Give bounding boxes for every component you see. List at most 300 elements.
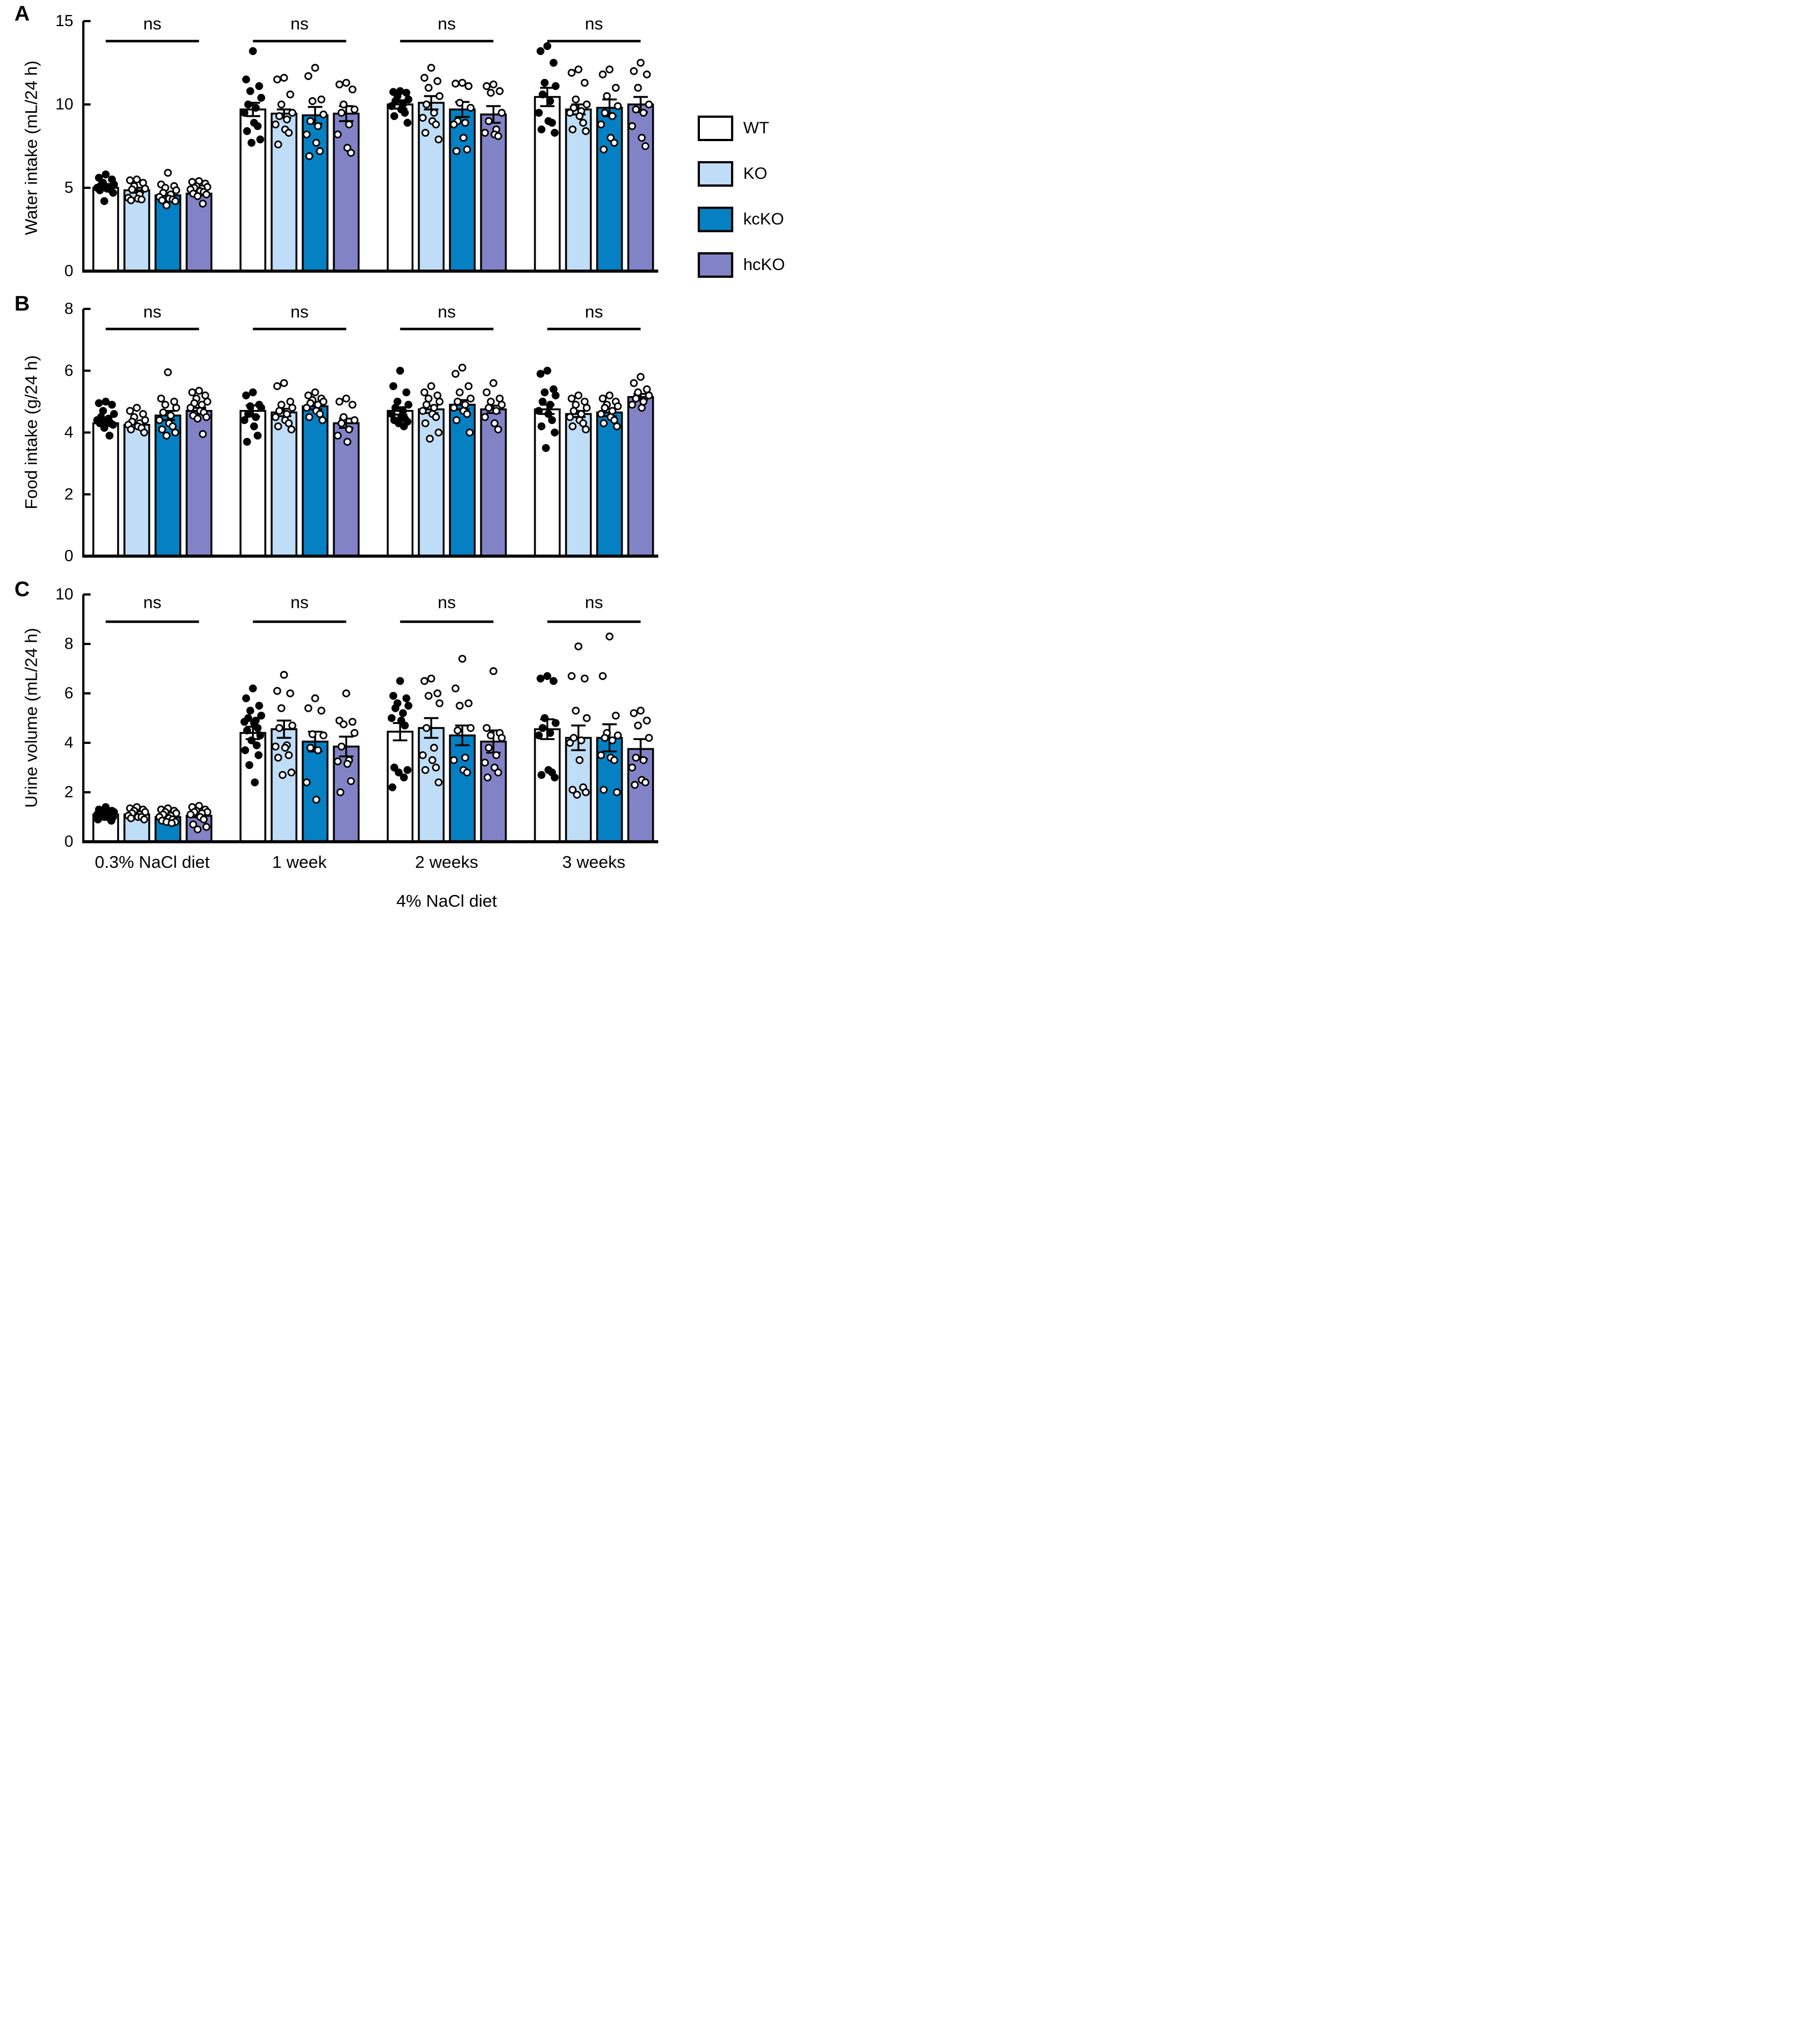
data-point-WT	[543, 445, 549, 451]
legend	[698, 116, 800, 298]
data-point-WT	[96, 400, 102, 406]
data-point-KO	[272, 121, 278, 127]
data-point-WT	[101, 198, 107, 204]
y-tick-label: 4	[64, 423, 73, 442]
bar-A-g0-hcKO	[187, 194, 212, 272]
data-point-WT	[550, 386, 557, 392]
data-point-WT	[403, 89, 409, 96]
legend-item-wt	[698, 116, 800, 141]
data-point-KO	[434, 392, 441, 398]
data-point-hcKO	[336, 398, 342, 404]
data-point-WT	[542, 79, 548, 86]
data-point-hcKO	[642, 779, 648, 786]
data-point-kcKO	[465, 700, 472, 706]
data-point-KO	[577, 757, 583, 763]
data-point-WT	[253, 742, 259, 748]
data-point-kcKO	[321, 732, 327, 738]
data-point-WT	[394, 398, 401, 404]
data-point-hcKO	[490, 668, 497, 674]
ns-label: ns	[290, 592, 309, 612]
data-point-KO	[436, 136, 442, 142]
legend-item-kcko	[698, 207, 800, 232]
ns-label: ns	[143, 14, 162, 33]
data-point-hcKO	[189, 389, 195, 395]
data-point-hcKO	[640, 757, 647, 763]
data-point-KO	[574, 792, 580, 798]
legend-swatch-wt	[698, 116, 733, 141]
data-point-KO	[569, 126, 575, 132]
data-point-hcKO	[334, 131, 341, 137]
data-point-WT	[253, 414, 259, 420]
data-point-hcKO	[485, 744, 492, 751]
data-point-KO	[436, 779, 442, 786]
data-point-KO	[582, 79, 588, 86]
data-point-kcKO	[602, 404, 608, 411]
data-point-hcKO	[642, 143, 648, 149]
data-point-hcKO	[483, 389, 489, 395]
data-point-WT	[535, 732, 542, 738]
data-point-hcKO	[352, 106, 358, 112]
data-point-WT	[258, 712, 264, 718]
bar-B-g2-hcKO	[481, 409, 506, 556]
data-point-kcKO	[163, 432, 169, 438]
data-point-hcKO	[337, 789, 343, 795]
panel-letter-c: C	[14, 578, 30, 601]
data-point-hcKO	[344, 438, 351, 444]
data-point-kcKO	[451, 404, 457, 411]
data-point-WT	[244, 128, 250, 134]
data-point-hcKO	[352, 417, 358, 423]
x-axis-subtitle: 4% NaCl diet	[396, 891, 497, 911]
bar-C-g1-kcKO	[303, 742, 328, 842]
data-point-hcKO	[629, 402, 635, 408]
data-point-hcKO	[499, 109, 505, 116]
data-point-KO	[431, 744, 437, 751]
data-point-WT	[242, 747, 248, 753]
data-point-kcKO	[614, 789, 620, 795]
data-point-hcKO	[349, 718, 356, 724]
data-point-hcKO	[196, 388, 202, 394]
bar-A-g2-kcKO	[450, 109, 475, 271]
data-point-KO	[570, 408, 577, 414]
data-point-KO	[419, 408, 426, 414]
data-point-hcKO	[630, 380, 637, 386]
data-point-kcKO	[604, 93, 610, 99]
data-point-KO	[419, 114, 426, 121]
data-point-KO	[278, 402, 284, 408]
y-tick-label: 5	[64, 179, 73, 197]
data-point-kcKO	[313, 139, 319, 146]
data-point-KO	[278, 101, 284, 107]
data-point-hcKO	[199, 431, 206, 437]
data-point-kcKO	[598, 752, 604, 758]
data-point-KO	[278, 705, 284, 711]
data-point-hcKO	[343, 396, 349, 402]
data-point-hcKO	[194, 193, 201, 199]
data-point-kcKO	[312, 695, 318, 701]
data-point-KO	[286, 129, 292, 136]
data-point-hcKO	[490, 81, 497, 87]
data-point-kcKO	[163, 202, 169, 208]
data-point-KO	[433, 414, 439, 420]
figure	[0, 0, 800, 944]
ns-label: ns	[290, 14, 309, 33]
data-point-hcKO	[640, 398, 647, 404]
x-category-label-0-3-nacl: 0.3% NaCl diet	[94, 852, 210, 872]
data-point-kcKO	[318, 707, 324, 713]
data-point-kcKO	[317, 148, 323, 154]
data-point-WT	[539, 91, 545, 97]
data-point-kcKO	[452, 81, 458, 87]
data-point-kcKO	[451, 757, 457, 763]
y-tick-label: 8	[64, 635, 73, 653]
data-point-KO	[580, 119, 586, 126]
data-point-WT	[535, 109, 542, 116]
data-point-KO	[573, 707, 579, 713]
bar-B-g1-kcKO	[303, 406, 328, 556]
data-point-WT	[108, 817, 114, 823]
ns-label: ns	[584, 302, 603, 322]
bar-A-g3-kcKO	[597, 108, 622, 271]
data-point-hcKO	[629, 123, 635, 129]
data-point-WT	[245, 101, 251, 107]
data-point-kcKO	[609, 737, 615, 743]
data-point-WT	[537, 48, 543, 54]
data-point-WT	[550, 678, 557, 684]
data-point-KO	[433, 764, 439, 771]
data-point-KO	[584, 101, 590, 107]
data-point-KO	[429, 757, 436, 763]
panel-water-intake	[0, 0, 800, 292]
y-tick-label: 0	[64, 547, 73, 565]
data-point-KO	[575, 392, 582, 398]
data-point-hcKO	[346, 121, 352, 127]
data-point-KO	[284, 411, 290, 417]
data-point-KO	[288, 769, 294, 776]
data-point-hcKO	[483, 83, 489, 89]
data-point-kcKO	[599, 396, 605, 402]
data-point-hcKO	[499, 734, 505, 741]
data-point-kcKO	[309, 731, 316, 737]
data-point-KO	[567, 739, 573, 746]
data-point-hcKO	[346, 426, 352, 432]
data-point-WT	[258, 94, 264, 101]
data-point-kcKO	[165, 169, 171, 176]
data-point-KO	[423, 101, 429, 107]
data-point-hcKO	[334, 432, 341, 438]
data-point-kcKO	[609, 408, 615, 414]
data-point-hcKO	[485, 118, 492, 124]
data-point-WT	[538, 772, 544, 778]
data-point-KO	[422, 129, 428, 136]
data-point-WT	[241, 718, 247, 724]
legend-swatch-ko	[698, 161, 733, 187]
data-point-WT	[538, 423, 544, 429]
data-point-kcKO	[459, 79, 465, 86]
data-point-hcKO	[633, 106, 639, 112]
data-point-kcKO	[452, 685, 458, 691]
data-point-WT	[553, 392, 559, 398]
data-point-kcKO	[600, 787, 607, 793]
data-point-WT	[549, 119, 555, 126]
data-point-WT	[254, 123, 261, 129]
x-category-label-2-weeks: 2 weeks	[415, 852, 478, 872]
data-point-WT	[253, 104, 259, 111]
data-point-KO	[134, 404, 140, 411]
data-point-KO	[276, 113, 282, 119]
y-tick-label: 10	[55, 96, 73, 113]
data-point-WT	[549, 417, 555, 423]
data-point-KO	[279, 772, 286, 778]
data-point-kcKO	[462, 119, 468, 126]
data-point-hcKO	[644, 71, 650, 77]
data-point-KO	[275, 754, 281, 761]
data-point-KO	[426, 693, 432, 699]
data-point-KO	[573, 96, 579, 102]
x-category-label-1-week: 1 week	[272, 852, 327, 872]
data-point-WT	[244, 727, 250, 733]
data-point-kcKO	[464, 146, 470, 152]
data-point-WT	[400, 408, 406, 414]
data-point-WT	[553, 720, 559, 726]
data-point-KO	[419, 752, 426, 758]
data-point-hcKO	[495, 769, 501, 776]
data-point-KO	[423, 402, 429, 408]
bar-B-g3-kcKO	[597, 412, 622, 556]
data-point-WT	[535, 408, 542, 414]
data-point-WT	[553, 83, 559, 89]
data-point-WT	[109, 402, 115, 408]
data-point-WT	[402, 722, 408, 728]
data-point-hcKO	[194, 416, 201, 422]
data-point-kcKO	[172, 429, 178, 436]
data-point-WT	[550, 59, 557, 66]
data-point-WT	[247, 403, 253, 409]
panel-letter-b: B	[14, 292, 30, 316]
data-point-KO	[281, 380, 287, 386]
data-point-hcKO	[194, 826, 201, 832]
data-point-KO	[272, 414, 278, 420]
data-point-WT	[388, 411, 394, 417]
data-point-KO	[568, 69, 574, 76]
y-tick-label: 6	[64, 684, 73, 702]
data-point-WT	[396, 769, 402, 776]
water-intake-chart	[0, 0, 689, 283]
data-point-kcKO	[454, 727, 460, 733]
data-point-hcKO	[341, 101, 347, 107]
data-point-hcKO	[482, 759, 488, 766]
ns-label: ns	[584, 14, 603, 33]
data-point-WT	[258, 404, 264, 411]
data-point-hcKO	[348, 149, 354, 156]
data-point-WT	[402, 109, 408, 116]
data-point-hcKO	[499, 402, 505, 408]
data-point-hcKO	[483, 725, 489, 731]
data-point-WT	[257, 136, 263, 142]
data-point-KO	[275, 141, 281, 147]
data-point-WT	[537, 371, 543, 377]
legend-item-hcko	[698, 252, 800, 278]
data-point-WT	[246, 762, 252, 768]
data-point-WT	[245, 411, 251, 417]
data-point-WT	[97, 187, 103, 193]
data-point-kcKO	[460, 134, 467, 141]
data-point-kcKO	[312, 64, 318, 71]
data-point-WT	[257, 732, 263, 738]
data-point-kcKO	[464, 411, 470, 417]
data-point-KO	[583, 426, 589, 432]
bar-C-g2-kcKO	[450, 736, 475, 842]
data-point-kcKO	[467, 429, 473, 436]
data-point-kcKO	[457, 99, 463, 106]
data-point-WT	[243, 76, 249, 82]
panel-food-intake	[0, 292, 800, 578]
data-point-hcKO	[635, 722, 641, 728]
data-point-WT	[111, 411, 117, 417]
data-point-hcKO	[495, 426, 501, 432]
data-point-hcKO	[633, 754, 639, 761]
data-point-KO	[568, 673, 574, 679]
data-point-hcKO	[199, 201, 206, 207]
data-point-hcKO	[343, 79, 349, 86]
data-point-WT	[390, 383, 396, 389]
data-point-KO	[274, 383, 280, 389]
data-point-kcKO	[613, 84, 619, 91]
data-point-KO	[567, 414, 573, 420]
data-point-hcKO	[630, 710, 637, 716]
data-point-hcKO	[493, 752, 499, 758]
bar-A-g2-KO	[419, 103, 444, 271]
data-point-kcKO	[165, 369, 171, 375]
data-point-KO	[433, 121, 439, 127]
data-point-hcKO	[490, 380, 497, 386]
bar-B-g2-WT	[388, 411, 413, 556]
data-point-WT	[247, 88, 253, 94]
data-point-WT	[103, 171, 109, 177]
data-point-kcKO	[454, 398, 460, 404]
data-point-KO	[437, 398, 443, 404]
ns-label: ns	[143, 592, 162, 612]
data-point-KO	[288, 426, 294, 432]
data-point-KO	[281, 672, 287, 678]
data-point-WT	[390, 693, 396, 699]
data-point-WT	[397, 368, 403, 374]
data-point-KO	[287, 91, 293, 97]
y-axis-title-food-intake: Food intake (g/24 h)	[21, 355, 41, 509]
data-point-hcKO	[646, 734, 652, 741]
data-point-KO	[141, 816, 147, 822]
data-point-WT	[547, 402, 553, 408]
data-point-WT	[391, 113, 397, 119]
data-point-kcKO	[160, 409, 166, 416]
data-point-hcKO	[644, 386, 650, 392]
data-point-KO	[128, 426, 134, 432]
data-point-kcKO	[451, 121, 457, 127]
data-point-hcKO	[202, 392, 208, 398]
data-point-WT	[406, 703, 412, 709]
data-point-WT	[388, 715, 394, 721]
data-point-KO	[127, 408, 133, 414]
data-point-WT	[256, 752, 262, 758]
data-point-KO	[272, 743, 278, 749]
data-point-WT	[552, 429, 558, 436]
data-point-kcKO	[173, 404, 179, 411]
data-point-KO	[286, 752, 292, 758]
bar-B-g1-KO	[272, 412, 297, 556]
data-point-KO	[281, 74, 287, 81]
data-point-KO	[428, 676, 434, 682]
y-tick-label: 6	[64, 362, 73, 380]
data-point-kcKO	[313, 797, 319, 803]
data-point-kcKO	[465, 83, 472, 89]
data-point-kcKO	[615, 103, 621, 109]
panel-letter-a: A	[14, 2, 30, 26]
data-point-hcKO	[630, 68, 637, 74]
data-point-hcKO	[638, 59, 644, 66]
bar-B-g3-KO	[566, 414, 591, 556]
data-point-KO	[421, 678, 427, 684]
data-point-hcKO	[343, 690, 349, 696]
y-tick-label: 0	[64, 262, 73, 280]
bar-A-g1-kcKO	[303, 116, 328, 272]
data-point-KO	[431, 404, 437, 411]
data-point-KO	[583, 789, 589, 795]
data-point-hcKO	[629, 764, 635, 771]
data-point-kcKO	[321, 111, 327, 117]
data-point-WT	[254, 432, 261, 438]
data-point-KO	[274, 688, 280, 694]
data-point-kcKO	[306, 414, 312, 420]
data-point-WT	[545, 411, 552, 417]
data-point-WT	[250, 389, 256, 395]
data-point-KO	[287, 398, 293, 404]
legend-label-wt: WT	[743, 119, 769, 137]
data-point-kcKO	[309, 98, 316, 104]
data-point-kcKO	[607, 392, 613, 398]
data-point-WT	[552, 774, 558, 781]
ns-label: ns	[437, 302, 456, 322]
data-point-kcKO	[602, 109, 608, 116]
data-point-KO	[128, 197, 134, 203]
data-point-KO	[127, 177, 133, 183]
data-point-kcKO	[318, 96, 324, 102]
data-point-kcKO	[464, 769, 470, 776]
data-point-WT	[110, 189, 116, 196]
data-point-KO	[580, 420, 586, 426]
data-point-hcKO	[488, 732, 494, 738]
data-point-KO	[434, 78, 441, 84]
x-category-label-3-weeks: 3 weeks	[562, 852, 625, 872]
data-point-WT	[404, 767, 411, 773]
data-point-WT	[389, 784, 396, 790]
data-point-kcKO	[319, 417, 326, 423]
legend-label-ko: KO	[743, 164, 768, 183]
data-point-hcKO	[488, 89, 494, 96]
data-point-KO	[421, 74, 427, 81]
data-point-WT	[254, 725, 261, 731]
data-point-hcKO	[203, 414, 209, 420]
data-point-WT	[400, 710, 406, 716]
data-point-hcKO	[338, 743, 344, 749]
urine-volume-chart	[0, 578, 689, 939]
data-point-hcKO	[334, 758, 341, 764]
data-point-kcKO	[303, 404, 309, 411]
data-point-hcKO	[639, 404, 645, 411]
data-point-kcKO	[452, 371, 458, 377]
data-point-kcKO	[158, 396, 164, 402]
data-point-hcKO	[187, 404, 193, 411]
data-point-KO	[584, 404, 590, 411]
